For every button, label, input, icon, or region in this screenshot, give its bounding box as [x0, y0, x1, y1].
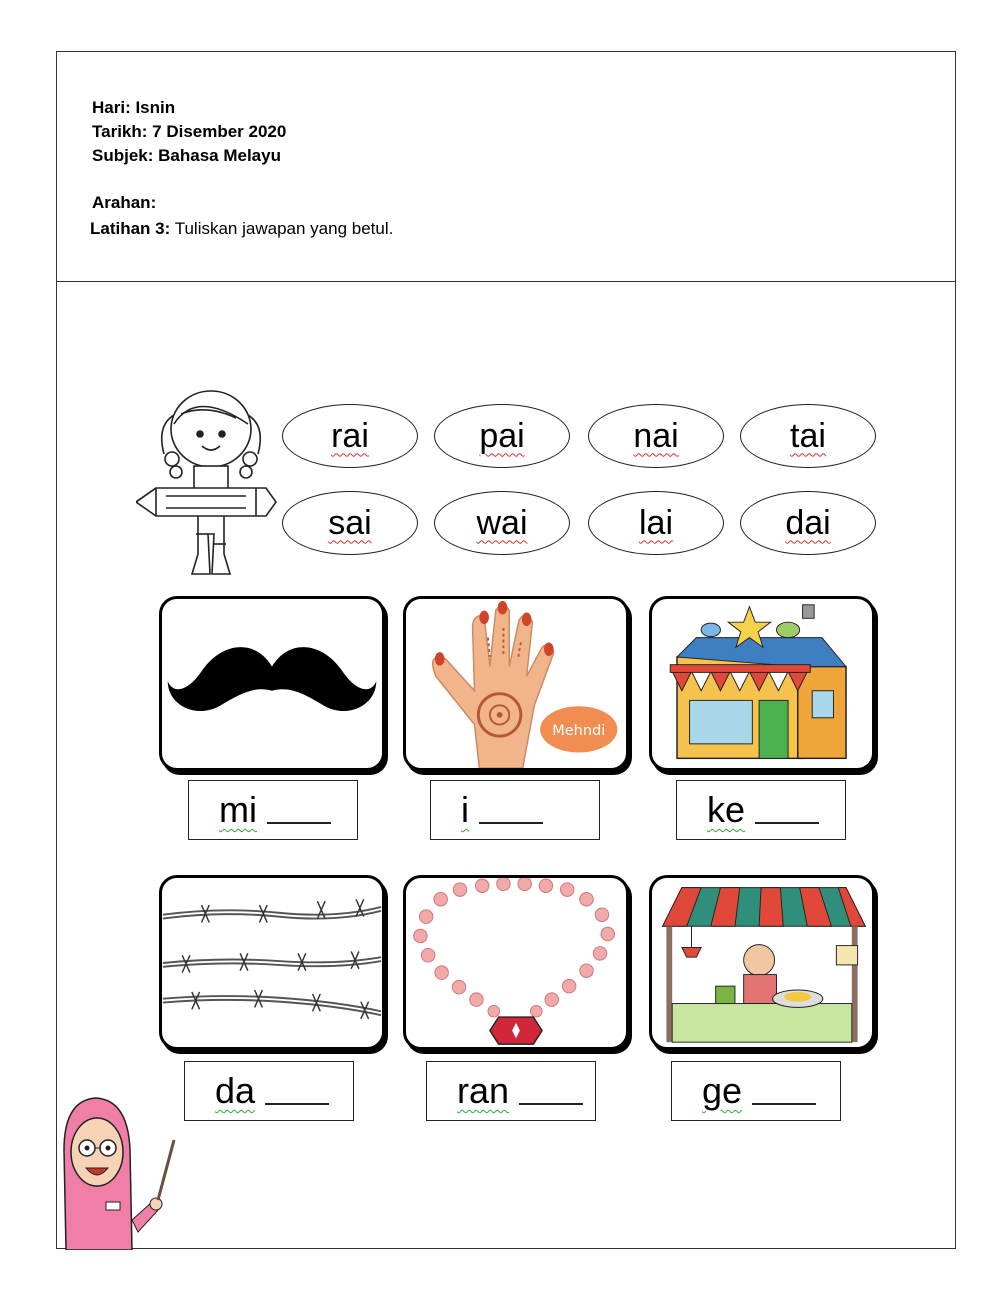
date-line: Tarikh: 7 Disember 2020	[92, 122, 287, 141]
syllable-oval: lai	[588, 491, 724, 555]
answer-prefix: ke	[707, 789, 746, 830]
answer-box[interactable]	[426, 1061, 596, 1121]
syllable-oval: sai	[282, 491, 418, 555]
syllable-oval: nai	[588, 404, 724, 468]
answer-prefix: ran	[457, 1070, 510, 1111]
syllable-oval: rai	[282, 404, 418, 468]
directions-label: Arahan:	[92, 193, 157, 212]
moustache-picture	[159, 596, 385, 771]
answer-prefix: i	[461, 789, 469, 830]
worksheet-header	[57, 52, 955, 282]
answer-prefix: ge	[702, 1070, 743, 1111]
answer-prefix: mi	[219, 789, 257, 830]
subject-line: Subjek: Bahasa Melayu	[92, 146, 281, 165]
answer-box[interactable]	[184, 1061, 354, 1121]
henna-hand-picture	[403, 596, 629, 771]
answer-blank[interactable]	[265, 1077, 329, 1105]
answer-prefix: da	[215, 1070, 256, 1111]
mehndi-badge: Mehndi	[552, 723, 606, 740]
food-stall-picture	[649, 875, 875, 1050]
barbed-wire-picture	[159, 875, 385, 1050]
shop-picture	[649, 596, 875, 771]
answer-box[interactable]	[671, 1061, 841, 1121]
answer-blank[interactable]	[479, 796, 543, 824]
exercise-instruction	[90, 218, 393, 240]
teacher-illustration	[56, 1090, 188, 1250]
exercise-text: Tuliskan jawapan yang betul.	[174, 219, 394, 238]
necklace-picture	[403, 875, 629, 1050]
syllable-oval: wai	[434, 491, 570, 555]
answer-box[interactable]	[188, 780, 358, 840]
answer-blank[interactable]	[752, 1077, 816, 1105]
girl-pencil-illustration	[136, 384, 286, 584]
day-line: Hari: Isnin	[92, 98, 176, 117]
exercise-label: Latihan 3:	[90, 219, 171, 238]
syllable-oval: tai	[740, 404, 876, 468]
syllable-oval: pai	[434, 404, 570, 468]
syllable-oval: dai	[740, 491, 876, 555]
answer-blank[interactable]	[267, 796, 331, 824]
answer-blank[interactable]	[755, 796, 819, 824]
answer-blank[interactable]	[519, 1077, 583, 1105]
answer-box[interactable]	[430, 780, 600, 840]
answer-box[interactable]	[676, 780, 846, 840]
